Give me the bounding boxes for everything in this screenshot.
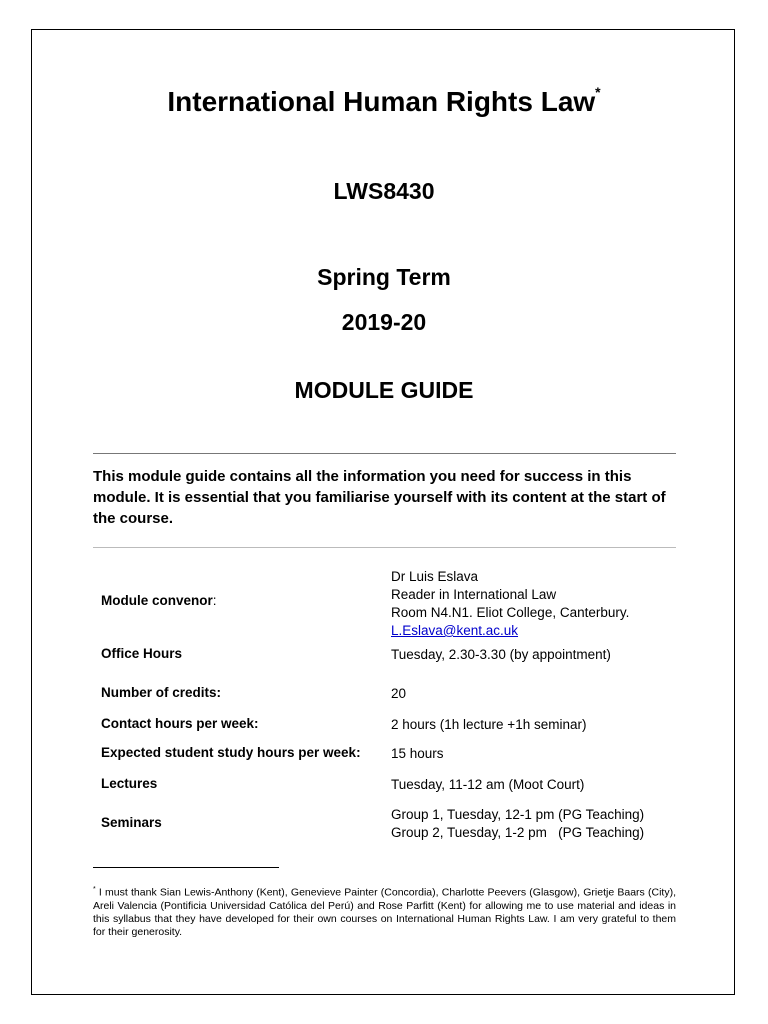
study-hours-label: Expected student study hours per week:	[101, 745, 361, 760]
convenor-name: Dr Luis Eslava	[391, 569, 479, 584]
seminar-group-1: Group 1, Tuesday, 12-1 pm (PG Teaching)	[391, 807, 645, 822]
office-hours-label: Office Hours	[101, 646, 183, 661]
document-title	[0, 83, 768, 118]
credits-value: 20	[391, 686, 407, 701]
convenor-label-text: Module convenor	[101, 593, 213, 608]
seminars-label: Seminars	[101, 815, 162, 830]
top-divider	[93, 453, 676, 454]
footnote	[93, 883, 676, 939]
module-code: LWS8430	[333, 178, 435, 204]
seminars-values	[391, 806, 644, 842]
convenor-room: Room N4.N1. Eliot College, Canterbury.	[391, 605, 630, 620]
convenor-title: Reader in International Law	[391, 587, 557, 602]
credits-label: Number of credits:	[101, 685, 222, 700]
title-footnote-marker[interactable]: *	[595, 83, 601, 100]
term-heading: Spring Term	[317, 264, 451, 290]
title-text: International Human Rights Law	[167, 86, 596, 117]
convenor-label	[101, 593, 217, 608]
footnote-separator	[93, 867, 279, 868]
contact-hours-label: Contact hours per week:	[101, 716, 259, 731]
intro-paragraph: This module guide contains all the information you need for success in this module. It is essential that you familiarise yourself with its content at the start of the course.	[93, 468, 666, 527]
lectures-label: Lectures	[101, 776, 158, 791]
footnote-text: I must thank Sian Lewis-Anthony (Kent), Genevieve Painter (Concordia), Charlotte Peevers (Glasgow), Grietje Baars (City), Areli Valencia (Pontificia Universidad Católica del Perú) and Rose Parfitt (Kent) for allowing me to use material and ideas in this syllabus that they have developed for their own courses on International Human Rights Law. I am very grateful to them for their generosity.	[93, 886, 676, 938]
office-hours-value: Tuesday, 2.30-3.30 (by appointment)	[391, 647, 611, 662]
seminar-group-2: Group 2, Tuesday, 1-2 pm (PG Teaching)	[391, 825, 645, 840]
footnote-marker: *	[93, 886, 96, 893]
academic-year: 2019-20	[341, 309, 427, 335]
study-hours-value: 15 hours	[391, 746, 444, 761]
convenor-details	[391, 568, 629, 640]
convenor-email-link[interactable]: L.Eslava@kent.ac.uk	[391, 623, 519, 638]
contact-hours-value: 2 hours (1h lecture +1h seminar)	[391, 717, 587, 732]
convenor-label-colon: :	[212, 593, 217, 608]
module-guide-heading: MODULE GUIDE	[294, 377, 474, 403]
intro-divider	[93, 547, 676, 548]
lectures-value: Tuesday, 11-12 am (Moot Court)	[391, 777, 585, 792]
